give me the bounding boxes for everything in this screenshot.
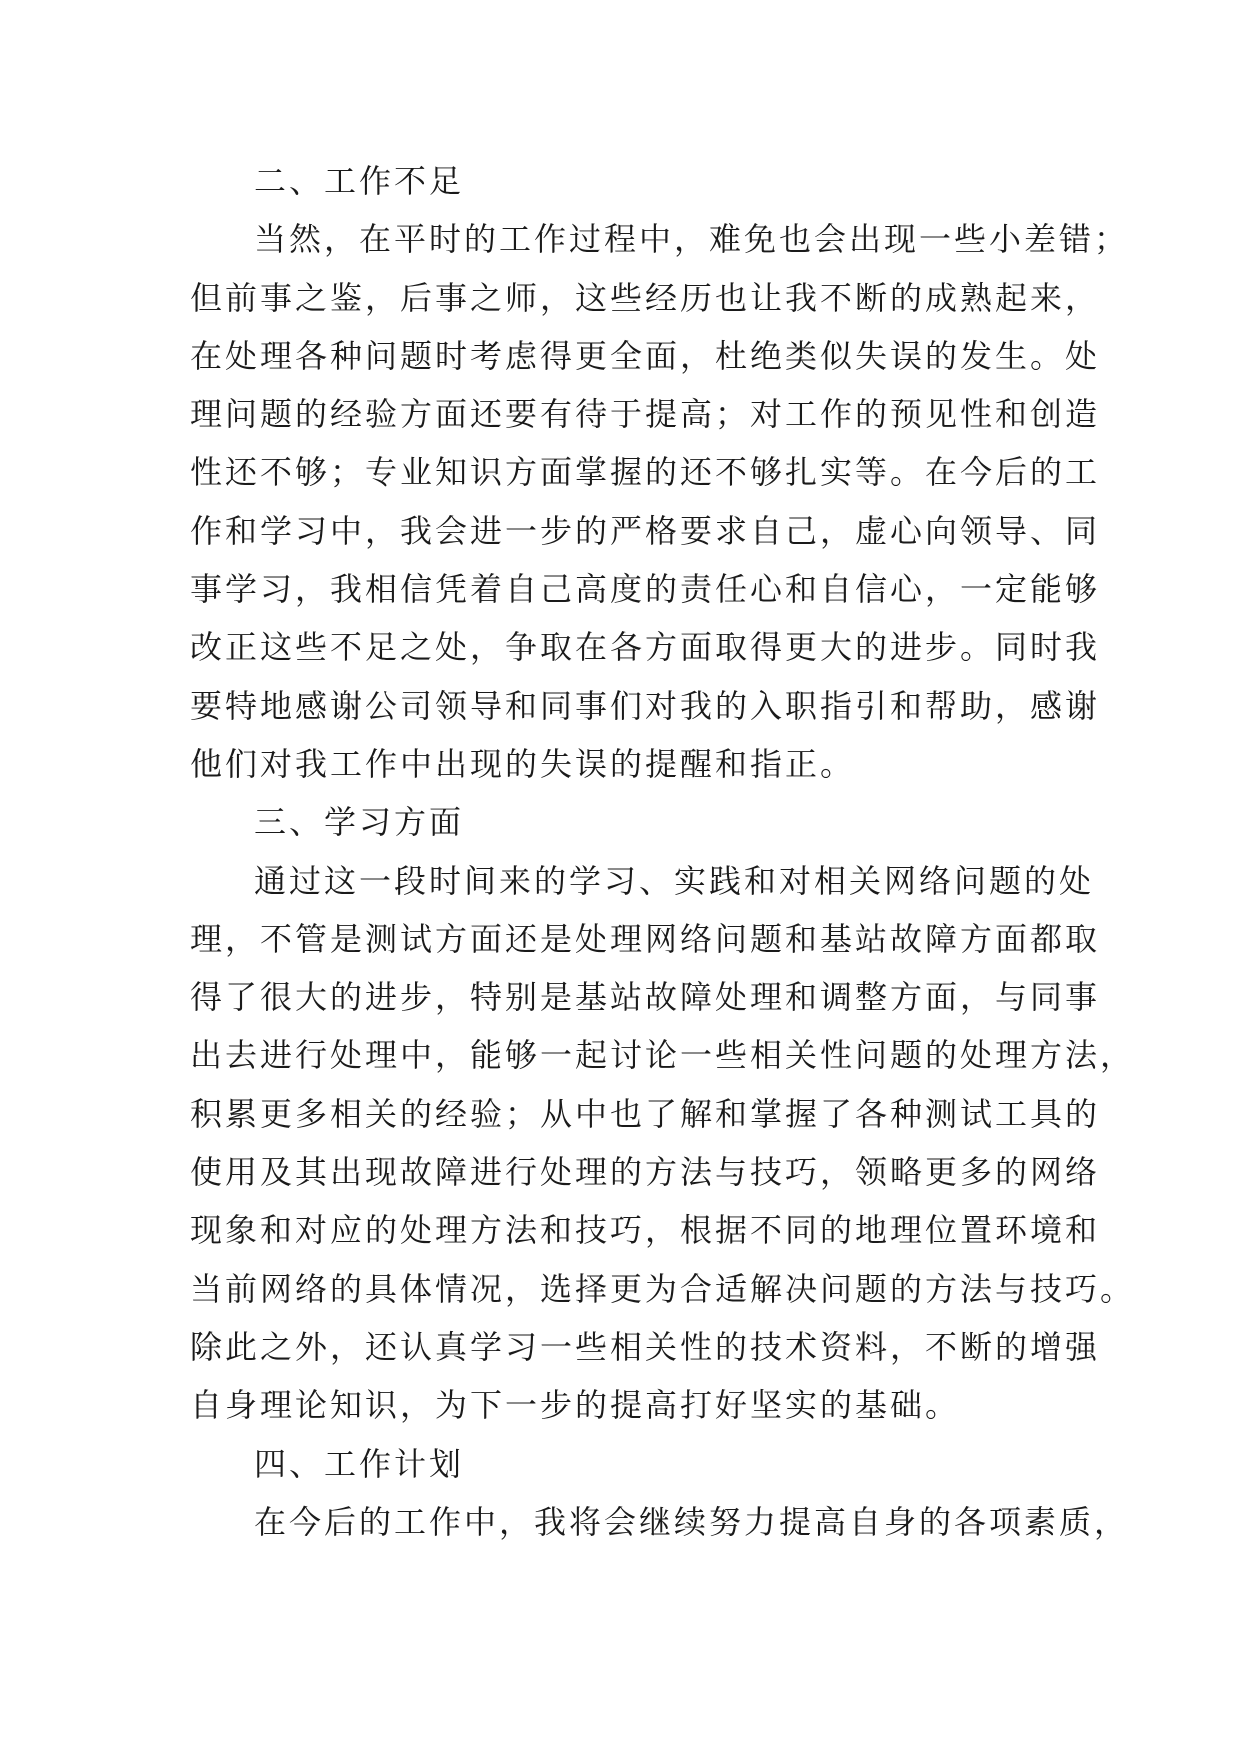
text-line: 作和学习中，我会进一步的严格要求自己，虚心向领导、同 (190, 511, 1101, 550)
text-line: 得了很大的进步，特别是基站故障处理和调整方面，与同事 (190, 978, 1101, 1017)
text-line: 积累更多相关的经验；从中也了解和掌握了各种测试工具的 (190, 1094, 1101, 1133)
text-line: 除此之外，还认真学习一些相关性的技术资料，不断的增强 (190, 1327, 1101, 1366)
text-line: 理问题的经验方面还要有待于提高；对工作的预见性和创造 (190, 395, 1101, 434)
text-line: 自身理论知识，为下一步的提高打好坚实的基础。 (190, 1386, 961, 1425)
section-heading-2: 二、工作不足 (254, 162, 465, 200)
text-line: 在处理各种问题时考虑得更全面，杜绝类似失误的发生。处 (190, 336, 1101, 375)
text-line: 使用及其出现故障进行处理的方法与技巧，领略更多的网络 (190, 1153, 1101, 1192)
text-line: 事学习，我相信凭着自己高度的责任心和自信心，一定能够 (190, 570, 1101, 609)
document-body (190, 152, 1136, 1551)
text-line: 理，不管是测试方面还是处理网络问题和基站故障方面都取 (190, 919, 1101, 958)
text-line: 改正这些不足之处，争取在各方面取得更大的进步。同时我 (190, 628, 1101, 667)
paragraph-work-shortcomings (190, 210, 1130, 793)
text-line: 通过这一段时间来的学习、实践和对相关网络问题的处 (254, 861, 1095, 900)
section-heading-4: 四、工作计划 (254, 1444, 465, 1483)
text-line: 出去进行处理中，能够一起讨论一些相关性问题的处理方法， (190, 1036, 1136, 1075)
text-line: 性还不够；专业知识方面掌握的还不够扎实等。在今后的工 (190, 453, 1101, 492)
text-line: 当然，在平时的工作过程中，难免也会出现一些小差错； (254, 220, 1130, 259)
section-heading-3: 三、学习方面 (254, 803, 465, 842)
text-line: 现象和对应的处理方法和技巧，根据不同的地理位置环境和 (190, 1211, 1101, 1250)
text-line: 但前事之鉴，后事之师，这些经历也让我不断的成熟起来， (190, 278, 1101, 317)
paragraph-learning (190, 852, 1136, 1435)
paragraph-work-plan (190, 1493, 1130, 1551)
text-line: 要特地感谢公司领导和同事们对我的入职指引和帮助，感谢 (190, 686, 1101, 725)
text-line: 他们对我工作中出现的失误的提醒和指正。 (190, 744, 856, 783)
text-line: 当前网络的具体情况，选择更为合适解决问题的方法与技巧。 (190, 1269, 1136, 1308)
text-line: 在今后的工作中，我将会继续努力提高自身的各项素质， (254, 1502, 1130, 1541)
